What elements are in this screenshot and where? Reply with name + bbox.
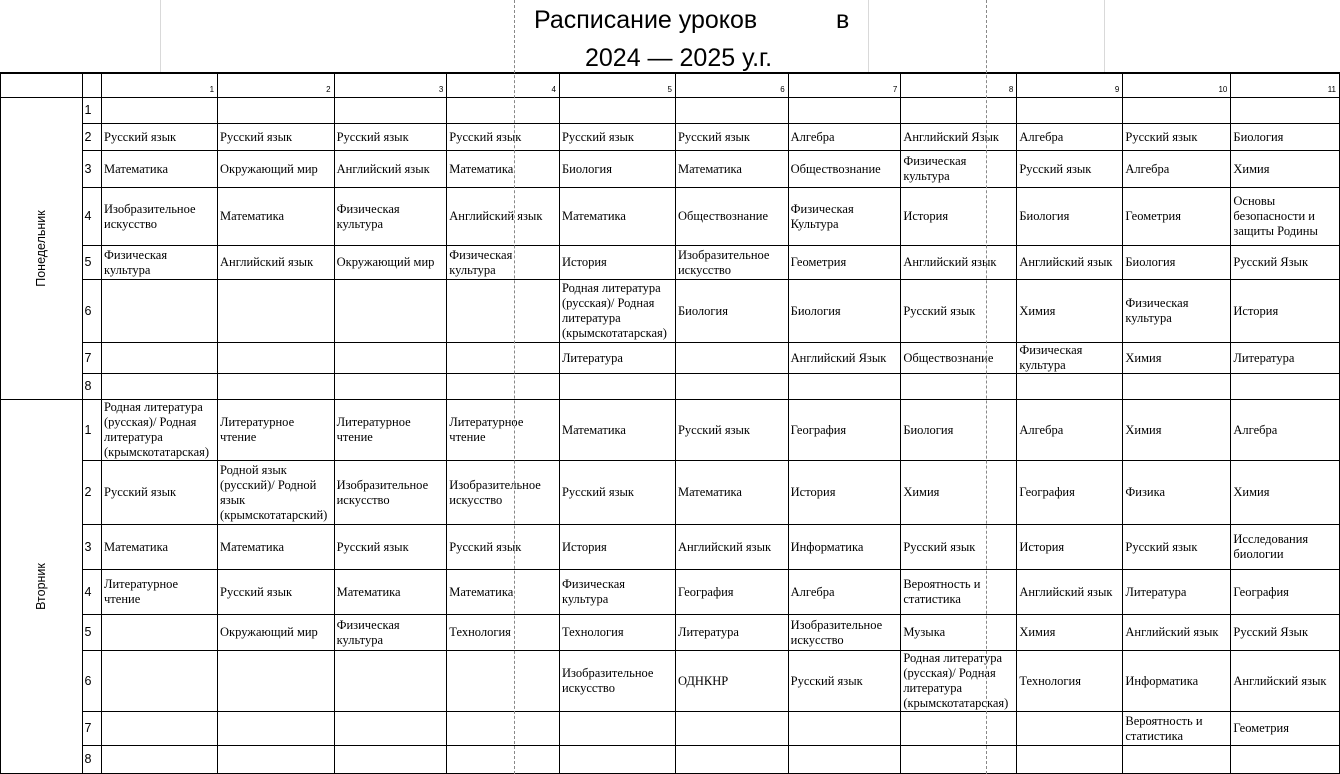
lesson-row [1,246,1340,280]
lesson-cell[interactable]: Геометрия [1231,712,1340,746]
lesson-cell[interactable] [334,746,447,774]
lesson-cell[interactable]: ОДНКНР [675,651,788,712]
lesson-cell[interactable]: Английский язык [1017,570,1123,615]
lesson-cell[interactable] [1123,746,1231,774]
lesson-cell[interactable]: Литература [1231,343,1340,374]
lesson-cell[interactable] [788,712,901,746]
lesson-cell[interactable]: Информатика [788,525,901,570]
lesson-cell[interactable]: Физическая культура [334,188,447,246]
lesson-cell[interactable]: Русский язык [675,124,788,151]
lesson-cell[interactable]: История [559,246,675,280]
lesson-cell[interactable]: Физическая культура [102,246,218,280]
lesson-cell[interactable]: Изобразительное искусство [559,651,675,712]
lesson-cell[interactable] [1231,374,1340,400]
lesson-cell[interactable] [102,746,218,774]
lesson-cell[interactable] [675,712,788,746]
lesson-row [1,124,1340,151]
lesson-cell[interactable]: Технология [1017,651,1123,712]
lesson-cell[interactable] [901,98,1017,124]
lesson-cell[interactable]: Родная литература (русская)/ Родная литература (крымскотатарская) [559,280,675,343]
lesson-cell[interactable] [334,280,447,343]
lesson-cell[interactable]: Изобразительное искусство [788,615,901,651]
lesson-row [1,525,1340,570]
lesson-cell[interactable]: Русский Язык [1231,615,1340,651]
lesson-cell[interactable]: Геометрия [1123,188,1231,246]
lesson-cell[interactable]: Биология [788,280,901,343]
lesson-cell[interactable]: Биология [675,280,788,343]
lesson-row [1,651,1340,712]
lesson-cell[interactable] [102,712,218,746]
lesson-cell[interactable] [218,374,335,400]
lesson-cell[interactable] [559,712,675,746]
lesson-cell[interactable]: Химия [1017,615,1123,651]
lesson-number: 8 [82,746,102,774]
lesson-cell[interactable]: Физика [1123,461,1231,525]
lesson-cell[interactable] [675,746,788,774]
lesson-cell[interactable] [447,98,560,124]
lesson-number: 5 [82,246,102,280]
lesson-cell[interactable] [1017,374,1123,400]
lesson-cell[interactable] [788,374,901,400]
lesson-cell[interactable] [788,98,901,124]
lesson-cell[interactable]: Математика [218,525,335,570]
lesson-cell[interactable] [102,374,218,400]
column-number: 9 [1017,73,1123,98]
lesson-row [1,461,1340,525]
lesson-cell[interactable]: Литературное чтение [447,400,560,461]
column-number: 10 [1123,73,1231,98]
lesson-cell[interactable]: Обществознание [901,343,1017,374]
lesson-cell[interactable]: Математика [102,525,218,570]
lesson-cell[interactable]: Окружающий мир [334,246,447,280]
lesson-number: 3 [82,525,102,570]
lesson-cell[interactable]: Английский язык [218,246,335,280]
lesson-cell[interactable] [102,280,218,343]
lesson-row [1,343,1340,374]
lesson-cell[interactable]: Русский Язык [1231,246,1340,280]
day-label-tuesday [1,400,83,774]
lesson-cell[interactable] [1123,374,1231,400]
lesson-cell[interactable]: География [788,400,901,461]
lesson-cell[interactable]: Математика [102,151,218,188]
lesson-cell[interactable]: География [1231,570,1340,615]
lesson-number: 4 [82,188,102,246]
lesson-cell[interactable]: Технология [447,615,560,651]
lesson-cell[interactable] [1231,746,1340,774]
lesson-cell[interactable] [1123,98,1231,124]
day-name: Вторник [33,563,48,610]
lesson-cell[interactable]: География [1017,461,1123,525]
lesson-cell[interactable]: Литературное чтение [334,400,447,461]
lesson-cell[interactable]: Английский язык [1017,246,1123,280]
lesson-cell[interactable]: Английский язык [1231,651,1340,712]
lesson-cell[interactable]: Русский язык [1017,151,1123,188]
lesson-cell[interactable]: Математика [447,570,560,615]
lesson-cell[interactable]: Русский язык [901,525,1017,570]
lesson-cell[interactable]: Литература [1123,570,1231,615]
lesson-row [1,746,1340,774]
lesson-cell[interactable]: Математика [675,461,788,525]
lesson-cell[interactable]: Литературное чтение [218,400,335,461]
lesson-cell[interactable]: Физическая Культура [788,188,901,246]
lesson-cell[interactable]: Физическая культура [559,570,675,615]
lesson-cell[interactable]: Русский язык [788,651,901,712]
lesson-cell[interactable]: Математика [447,151,560,188]
lesson-cell[interactable] [218,343,335,374]
title-gridline [160,0,161,72]
corner-cell [1,73,83,98]
lesson-cell[interactable]: История [901,188,1017,246]
lesson-cell[interactable]: Русский язык [447,525,560,570]
lesson-cell[interactable] [102,98,218,124]
lesson-cell[interactable] [447,280,560,343]
lesson-number: 2 [82,461,102,525]
lesson-cell[interactable] [102,615,218,651]
lesson-cell[interactable]: Английский Язык [901,124,1017,151]
lesson-cell[interactable]: Биология [901,400,1017,461]
lesson-row [1,615,1340,651]
lesson-number: 7 [82,712,102,746]
lesson-cell[interactable]: Математика [559,188,675,246]
lesson-cell[interactable]: Вероятность и статистика [901,570,1017,615]
lesson-cell[interactable]: Русский язык [559,124,675,151]
lesson-cell[interactable] [788,746,901,774]
lesson-cell[interactable]: Математика [559,400,675,461]
lesson-cell[interactable] [675,343,788,374]
lesson-cell[interactable] [334,98,447,124]
lesson-cell[interactable] [102,651,218,712]
lesson-cell[interactable]: Русский язык [218,124,335,151]
lesson-cell[interactable]: Русский язык [102,124,218,151]
lesson-row [1,712,1340,746]
lesson-cell[interactable] [447,343,560,374]
lesson-cell[interactable]: Музыка [901,615,1017,651]
lesson-cell[interactable]: Химия [901,461,1017,525]
lesson-cell[interactable] [1231,98,1340,124]
lesson-cell[interactable]: Литературное чтение [102,570,218,615]
column-number: 3 [334,73,447,98]
lesson-cell[interactable]: Основы безопасности и защиты Родины [1231,188,1340,246]
lesson-cell[interactable]: Окружающий мир [218,151,335,188]
lesson-number: 6 [82,651,102,712]
lesson-cell[interactable]: География [675,570,788,615]
lesson-cell[interactable] [447,651,560,712]
lesson-cell[interactable] [1017,98,1123,124]
lesson-cell[interactable] [1017,746,1123,774]
day-name: Понедельник [33,210,48,287]
lesson-row [1,374,1340,400]
lesson-cell[interactable]: Химия [1231,151,1340,188]
title-line1: Расписание уроков [534,6,758,34]
lesson-cell[interactable] [901,712,1017,746]
lesson-row [1,280,1340,343]
lesson-cell[interactable] [218,280,335,343]
lesson-cell[interactable]: Английский язык [1123,615,1231,651]
lesson-cell[interactable]: Литература [559,343,675,374]
lesson-cell[interactable]: Физическая культура [334,615,447,651]
lesson-cell[interactable] [218,98,335,124]
lesson-cell[interactable]: История [559,525,675,570]
lesson-cell[interactable]: Изобразительное искусство [675,246,788,280]
lesson-cell[interactable]: Русский язык [559,461,675,525]
lesson-cell[interactable] [1017,712,1123,746]
column-number: 8 [901,73,1017,98]
lesson-cell[interactable]: Английский язык [447,188,560,246]
lesson-number: 2 [82,124,102,151]
lesson-row [1,98,1340,124]
lesson-cell[interactable] [559,98,675,124]
lesson-number: 8 [82,374,102,400]
lesson-cell[interactable] [334,712,447,746]
lesson-row [1,151,1340,188]
lesson-cell[interactable]: Химия [1123,400,1231,461]
lesson-cell[interactable]: Алгебра [788,570,901,615]
lesson-cell[interactable]: Геометрия [788,246,901,280]
title-gridline [868,0,869,72]
lesson-cell[interactable]: История [1231,280,1340,343]
lesson-cell[interactable]: Русский язык [1123,525,1231,570]
lesson-number: 1 [82,98,102,124]
lesson-cell[interactable]: Алгебра [1231,400,1340,461]
lesson-cell[interactable]: Русский язык [334,525,447,570]
lesson-cell[interactable]: Химия [1017,280,1123,343]
lesson-cell[interactable]: Информатика [1123,651,1231,712]
lesson-cell[interactable]: Химия [1123,343,1231,374]
column-number-row [1,73,1340,98]
lesson-cell[interactable]: Физическая культура [1017,343,1123,374]
lesson-cell[interactable]: Физическая культура [1123,280,1231,343]
lesson-cell[interactable]: Русский язык [1123,124,1231,151]
lesson-cell[interactable]: Русский язык [334,124,447,151]
lesson-cell[interactable]: Математика [218,188,335,246]
lesson-cell[interactable]: Химия [1231,461,1340,525]
title-line2: 2024 — 2025 у.г. [585,44,773,72]
lesson-cell[interactable]: Биология [1123,246,1231,280]
column-number: 1 [102,73,218,98]
lesson-cell[interactable]: Алгебра [1017,400,1123,461]
column-number: 5 [559,73,675,98]
lesson-cell[interactable]: История [1017,525,1123,570]
lesson-cell[interactable]: Обществознание [675,188,788,246]
lesson-cell[interactable]: Родная литература (русская)/ Родная литература (крымскотатарская) [901,651,1017,712]
lesson-cell[interactable]: Русский язык [675,400,788,461]
lesson-cell[interactable]: Математика [675,151,788,188]
lesson-cell[interactable] [447,712,560,746]
schedule-table [0,72,1340,774]
lesson-cell[interactable] [675,98,788,124]
lesson-cell[interactable]: Русский язык [447,124,560,151]
lesson-number: 4 [82,570,102,615]
lesson-cell[interactable] [559,746,675,774]
lesson-cell[interactable]: Биология [1017,188,1123,246]
page-break-line [514,0,515,774]
lesson-cell[interactable]: Русский язык [102,461,218,525]
title-line1-suffix: в [836,6,850,34]
lesson-number: 7 [82,343,102,374]
lesson-cell[interactable] [447,746,560,774]
lesson-cell[interactable]: Окружающий мир [218,615,335,651]
lesson-row [1,570,1340,615]
lesson-cell[interactable]: Математика [334,570,447,615]
lesson-cell[interactable]: Исследования биологии [1231,525,1340,570]
lesson-cell[interactable] [218,712,335,746]
lesson-cell[interactable] [559,374,675,400]
page-break-line [986,0,987,774]
lesson-cell[interactable] [218,651,335,712]
lesson-cell[interactable]: Английский Язык [788,343,901,374]
lesson-number: 1 [82,400,102,461]
lesson-cell[interactable]: История [788,461,901,525]
lesson-cell[interactable]: Литература [675,615,788,651]
column-number: 7 [788,73,901,98]
corner-cell [82,73,102,98]
lesson-cell[interactable]: Алгебра [788,124,901,151]
lesson-cell[interactable]: Русский язык [218,570,335,615]
lesson-cell[interactable] [218,746,335,774]
lesson-cell[interactable]: Английский язык [901,246,1017,280]
lesson-cell[interactable]: Родной язык (русский)/ Родной язык (крымскотатарский) [218,461,335,525]
lesson-cell[interactable] [901,374,1017,400]
lesson-cell[interactable] [675,374,788,400]
lesson-cell[interactable]: Биология [1231,124,1340,151]
lesson-cell[interactable]: Алгебра [1123,151,1231,188]
lesson-cell[interactable]: Алгебра [1017,124,1123,151]
lesson-cell[interactable] [334,651,447,712]
lesson-cell[interactable]: Изобразительное искусство [447,461,560,525]
lesson-cell[interactable] [102,343,218,374]
day-label-monday [1,98,83,400]
title-gridline [1104,0,1105,72]
lesson-cell[interactable]: Русский язык [901,280,1017,343]
column-number: 2 [218,73,335,98]
lesson-cell[interactable]: Изобразительное искусство [334,461,447,525]
lesson-cell[interactable]: Вероятность и статистика [1123,712,1231,746]
lesson-cell[interactable]: Биология [559,151,675,188]
lesson-cell[interactable] [447,374,560,400]
lesson-cell[interactable]: Физическая культура [901,151,1017,188]
lesson-cell[interactable]: Родная литература (русская)/ Родная литература (крымскотатарская) [102,400,218,461]
lesson-cell[interactable] [334,374,447,400]
lesson-number: 5 [82,615,102,651]
column-number: 4 [447,73,560,98]
lesson-cell[interactable] [901,746,1017,774]
lesson-cell[interactable]: Английский язык [334,151,447,188]
lesson-cell[interactable]: Английский язык [675,525,788,570]
lesson-cell[interactable]: Физическая культура [447,246,560,280]
lesson-number: 3 [82,151,102,188]
lesson-number: 6 [82,280,102,343]
column-number: 11 [1231,73,1340,98]
lesson-cell[interactable]: Технология [559,615,675,651]
column-number: 6 [675,73,788,98]
lesson-cell[interactable]: Обществознание [788,151,901,188]
lesson-row [1,188,1340,246]
lesson-row [1,400,1340,461]
lesson-cell[interactable]: Изобразительное искусство [102,188,218,246]
lesson-cell[interactable] [334,343,447,374]
